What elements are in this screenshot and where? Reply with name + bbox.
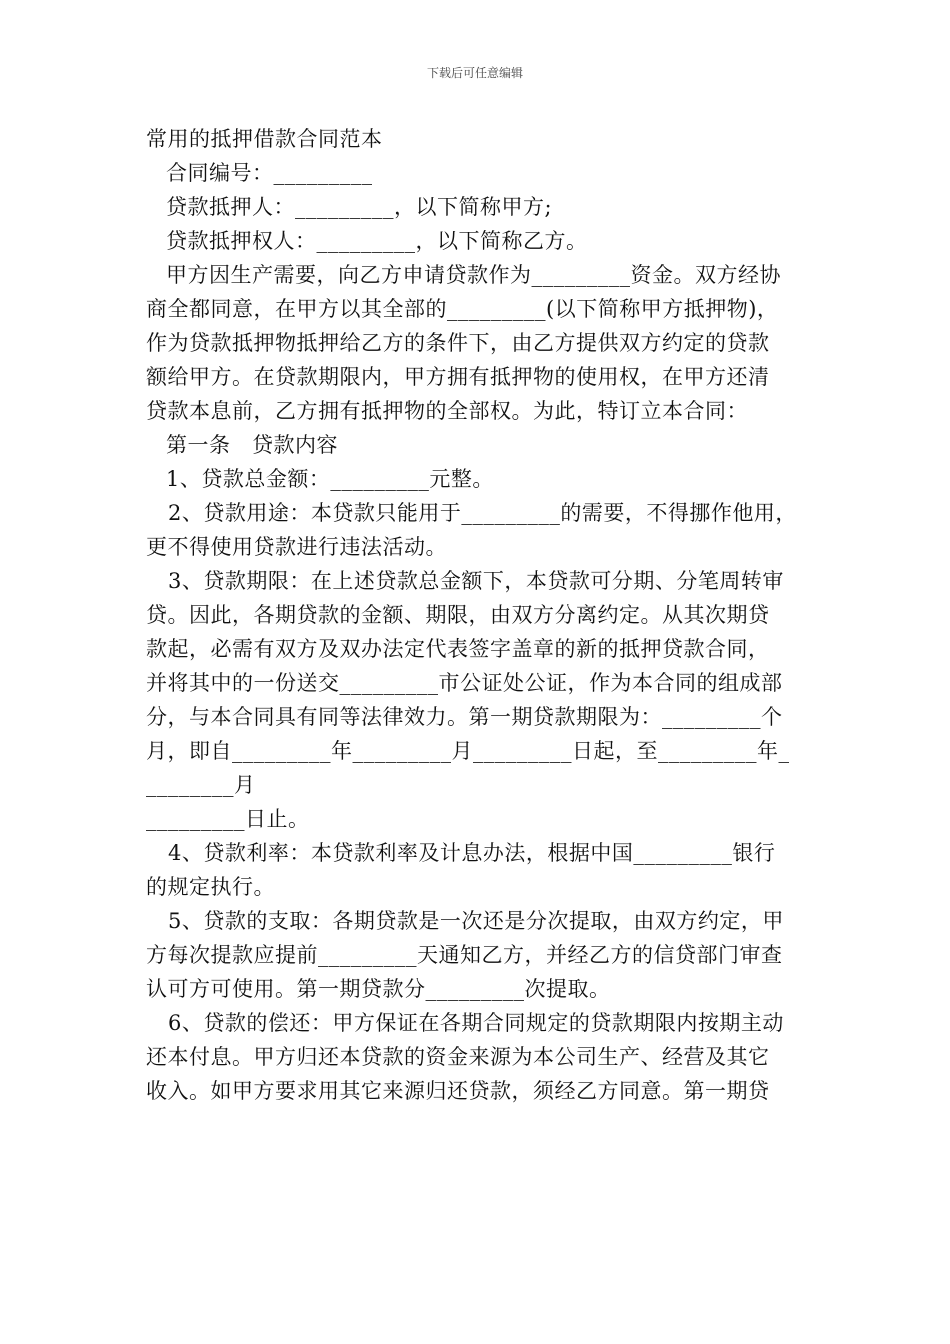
text-line: 贷。因此，各期贷款的金额、期限，由双方分离约定。从其次期贷 [146, 603, 770, 627]
text-line: 第一条 贷款内容 [166, 433, 338, 457]
text-line: 收入。如甲方要求用其它来源归还贷款，须经乙方同意。第一期贷 [146, 1079, 770, 1103]
text-line: 并将其中的一份送交_________市公证处公证，作为本合同的组成部 [146, 671, 783, 695]
text-line: 方每次提款应提前_________天通知乙方，并经乙方的信贷部门审查 [146, 943, 783, 967]
text-line: 6、贷款的偿还：甲方保证在各期合同规定的贷款期限内按期主动 [168, 1011, 784, 1035]
text-line: 的规定执行。 [146, 875, 275, 899]
text-line: 更不得使用贷款进行违法活动。 [146, 535, 447, 559]
text-line: 1、贷款总金额：_________元整。 [166, 467, 494, 491]
text-line: ________月 [146, 773, 256, 797]
text-line: 贷款本息前，乙方拥有抵押物的全部权。为此，特订立本合同： [146, 399, 748, 423]
text-line: 认可方可使用。第一期贷款分_________次提取。 [146, 977, 611, 1001]
text-line: 分，与本合同具有同等法律效力。第一期贷款期限为：_________个 [146, 705, 783, 729]
text-line: 月，即自_________年_________月_________日起，至_________年_ [146, 739, 790, 763]
text-line: 款起，必需有双方及双办法定代表签字盖章的新的抵押贷款合同， [146, 637, 770, 661]
text-line: 作为贷款抵押物抵押给乙方的条件下，由乙方提供双方约定的贷款 [146, 331, 770, 355]
text-line: 还本付息。甲方归还本贷款的资金来源为本公司生产、经营及其它 [146, 1045, 770, 1069]
text-line: 额给甲方。在贷款期限内，甲方拥有抵押物的使用权，在甲方还清 [146, 365, 770, 389]
document-title: 常用的抵押借款合同范本 [146, 127, 383, 151]
text-line: _________日止。 [146, 807, 310, 831]
text-line: 商全都同意，在甲方以其全部的_________(以下简称甲方抵押物)， [146, 297, 779, 321]
page-header: 下载后可任意编辑 [426, 66, 523, 80]
text-line: 5、贷款的支取：各期贷款是一次还是分次提取，由双方约定，甲 [168, 909, 784, 933]
text-line: 4、贷款利率：本贷款利率及计息办法，根据中国_________银行 [168, 841, 776, 865]
text-line: 贷款抵押权人：_________，以下简称乙方。 [166, 229, 588, 253]
text-line: 贷款抵押人：_________，以下简称甲方; [166, 195, 553, 219]
text-line: 甲方因生产需要，向乙方申请贷款作为_________资金。双方经协 [166, 263, 781, 287]
text-line: 3、贷款期限：在上述贷款总金额下，本贷款可分期、分笔周转审 [168, 569, 784, 593]
text-line: 合同编号：_________ [166, 161, 373, 185]
document-body [146, 122, 810, 1108]
text-line: 2、贷款用途：本贷款只能用于_________的需要，不得挪作他用， [168, 501, 797, 525]
